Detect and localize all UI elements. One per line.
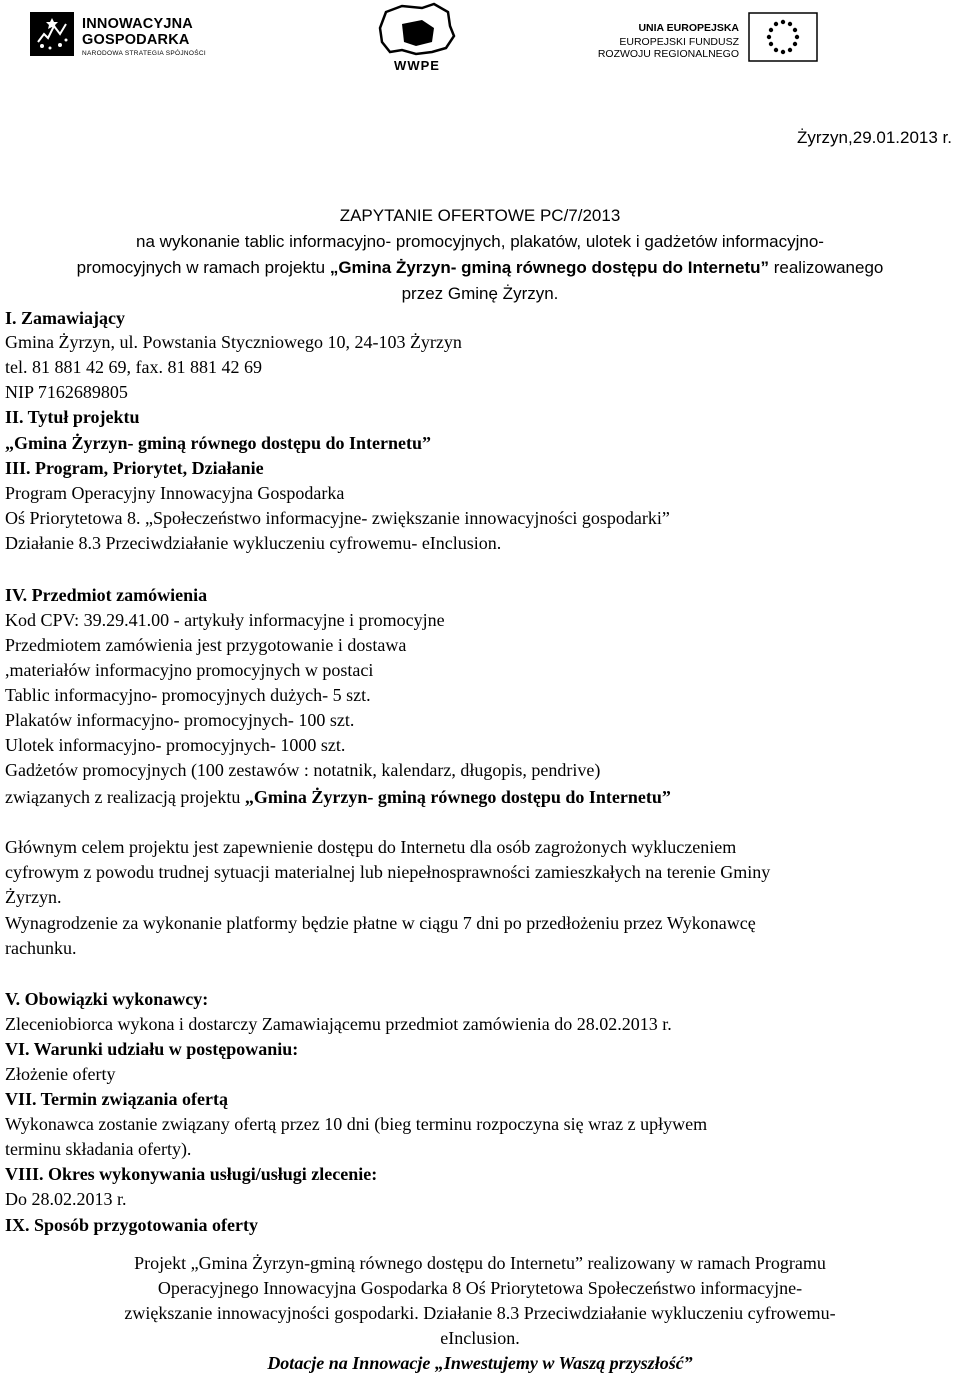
title-line-4: przez Gminę Żyrzyn. xyxy=(401,284,559,303)
section-5-heading: V. Obowiązki wykonawcy: xyxy=(5,989,209,1009)
section-7-line-1: Wykonawca zostanie związany ofertą przez 10 dni (bieg terminu rozpoczyna się wraz z upływem xyxy=(5,1114,708,1134)
section-4-heading: IV. Przedmiot zamówienia xyxy=(5,585,208,605)
section-5-text: Zleceniobiorca wykona i dostarczy Zamawiającemu przedmiot zamówienia do 28.02.2013 r. xyxy=(5,1014,672,1034)
section-7-heading: VII. Termin związania ofertą xyxy=(5,1089,228,1109)
footer-motto: Dotacje na Innowacje „Inwestujemy w Waszą przyszłość” xyxy=(267,1353,693,1373)
footer-line-3: zwiększanie innowacyjności gospodarki. Działanie 8.3 Przeciwdziałanie wykluczeniu cyfrowemu- xyxy=(124,1303,836,1323)
title-line-3a: promocyjnych w ramach projektu xyxy=(76,258,330,277)
section-8-text: Do 28.02.2013 r. xyxy=(5,1189,127,1209)
section-2-heading: II. Tytuł projektu xyxy=(5,407,140,427)
section-4-item-gadgets: Gadżetów promocyjnych (100 zestawów : notatnik, kalendarz, długopis, pendrive) xyxy=(5,760,601,780)
section-1-phone: tel. 81 881 42 69, fax. 81 881 42 69 xyxy=(5,357,262,377)
section-4-item-posters: Plakatów informacyjno- promocyjnych- 100 szt. xyxy=(5,710,355,730)
section-3-priority: Oś Priorytetowa 8. „Społeczeństwo informacyjne- zwiększanie innowacyjności gospodarki” xyxy=(5,508,670,528)
document-title: ZAPYTANIE OFERTOWE PC/7/2013 xyxy=(339,206,621,225)
section-3-program: Program Operacyjny Innowacyjna Gospodarka xyxy=(5,483,345,503)
section-7-line-2: terminu składania oferty). xyxy=(5,1139,192,1159)
eu-logo-line1: UNIA EUROPEJSKA xyxy=(638,22,739,34)
wwpe-label: WWPE xyxy=(394,58,440,73)
payment-line-2: rachunku. xyxy=(5,938,77,958)
project-name: „Gmina Żyrzyn- gminą równego dostępu do Internetu” xyxy=(329,258,770,277)
section-8-heading: VIII. Okres wykonywania usługi/usługi zlecenie: xyxy=(5,1164,378,1184)
section-4-line-2: Przedmiotem zamówienia jest przygotowanie i dostawa xyxy=(5,635,407,655)
payment-line-1: Wynagrodzenie za wykonanie platformy będzie płatne w ciągu 7 dni po przedłożeniu przez Wykonawcę xyxy=(5,913,756,933)
section-1-address: Gmina Żyrzyn, ul. Powstania Styczniowego 10, 24-103 Żyrzyn xyxy=(5,332,462,352)
eu-logo-line3: ROZWOJU REGIONALNEGO xyxy=(597,48,739,60)
goal-line-1: Głównym celem projektu jest zapewnienie dostępu do Internetu dla osób zagrożonych wykluczeniem xyxy=(5,837,737,857)
section-3-heading: III. Program, Priorytet, Działanie xyxy=(5,458,264,478)
section-3-action: Działanie 8.3 Przeciwdziałanie wykluczeniu cyfrowemu- eInclusion. xyxy=(5,533,502,553)
section-1-nip: NIP 7162689805 xyxy=(5,382,128,402)
document-date: Żyrzyn,29.01.2013 r. xyxy=(797,128,952,147)
goal-line-2: cyfrowym z powodu trudnej sytuacji materialnej lub niepełnosprawności zamieszkałych na terenie Gminy xyxy=(5,862,771,882)
title-line-2: na wykonanie tablic informacyjno- promocyjnych, plakatów, ulotek i gadżetów informacyjno- xyxy=(136,232,824,251)
section-4-item-leaflets: Ulotek informacyjno- promocyjnych- 1000 szt. xyxy=(5,735,346,755)
section-4-line-3: ,materiałów informacyjno promocyjnych w postaci xyxy=(5,660,374,680)
ig-logo-line2: GOSPODARKA xyxy=(82,32,190,48)
section-4-line-8 xyxy=(5,786,671,808)
section-4-cpv: Kod CPV: 39.29.41.00 - artykuły informacyjne i promocyjne xyxy=(5,610,445,630)
eu-logo xyxy=(597,12,817,72)
section-6-heading: VI. Warunki udziału w postępowaniu: xyxy=(5,1039,299,1059)
ig-logo-emblem xyxy=(30,12,74,56)
section-2-title: „Gmina Żyrzyn- gminą równego dostępu do Internetu” xyxy=(5,433,432,453)
section-4-project-name: „Gmina Żyrzyn- gminą równego dostępu do Internetu” xyxy=(244,787,671,807)
footer-line-2: Operacyjnego Innowacyjna Gospodarka 8 Oś Priorytetowa Społeczeństwo informacyjne- xyxy=(157,1278,803,1298)
title-line-3 xyxy=(0,257,960,279)
innowacyjna-gospodarka-logo xyxy=(30,12,225,68)
section-6-text: Złożenie oferty xyxy=(5,1064,116,1084)
wwpe-logo xyxy=(372,2,462,74)
footer-line-1: Projekt „Gmina Żyrzyn-gminą równego dostępu do Internetu” realizowany w ramach Programu xyxy=(134,1253,826,1273)
section-1-heading: I. Zamawiający xyxy=(5,308,125,328)
section-9-heading: IX. Sposób przygotowania oferty xyxy=(5,1215,259,1235)
ig-logo-line1: INNOWACYJNA xyxy=(82,16,193,32)
title-line-3c: realizowanego xyxy=(769,258,884,277)
section-4-item-boards: Tablic informacyjno- promocyjnych dużych- 5 szt. xyxy=(5,685,371,705)
goal-line-3: Żyrzyn. xyxy=(5,887,62,907)
poland-map-icon xyxy=(372,2,462,58)
eu-logo-line2: EUROPEJSKI FUNDUSZ xyxy=(619,36,739,48)
footer-line-4: eInclusion. xyxy=(440,1328,520,1348)
section-4-line-8a: związanych z realizacją projektu xyxy=(5,787,245,807)
logo-header xyxy=(0,0,960,80)
ig-logo-line3: NARODOWA STRATEGIA SPÓJNOŚCI xyxy=(82,50,206,57)
eu-flag-icon xyxy=(748,12,818,62)
